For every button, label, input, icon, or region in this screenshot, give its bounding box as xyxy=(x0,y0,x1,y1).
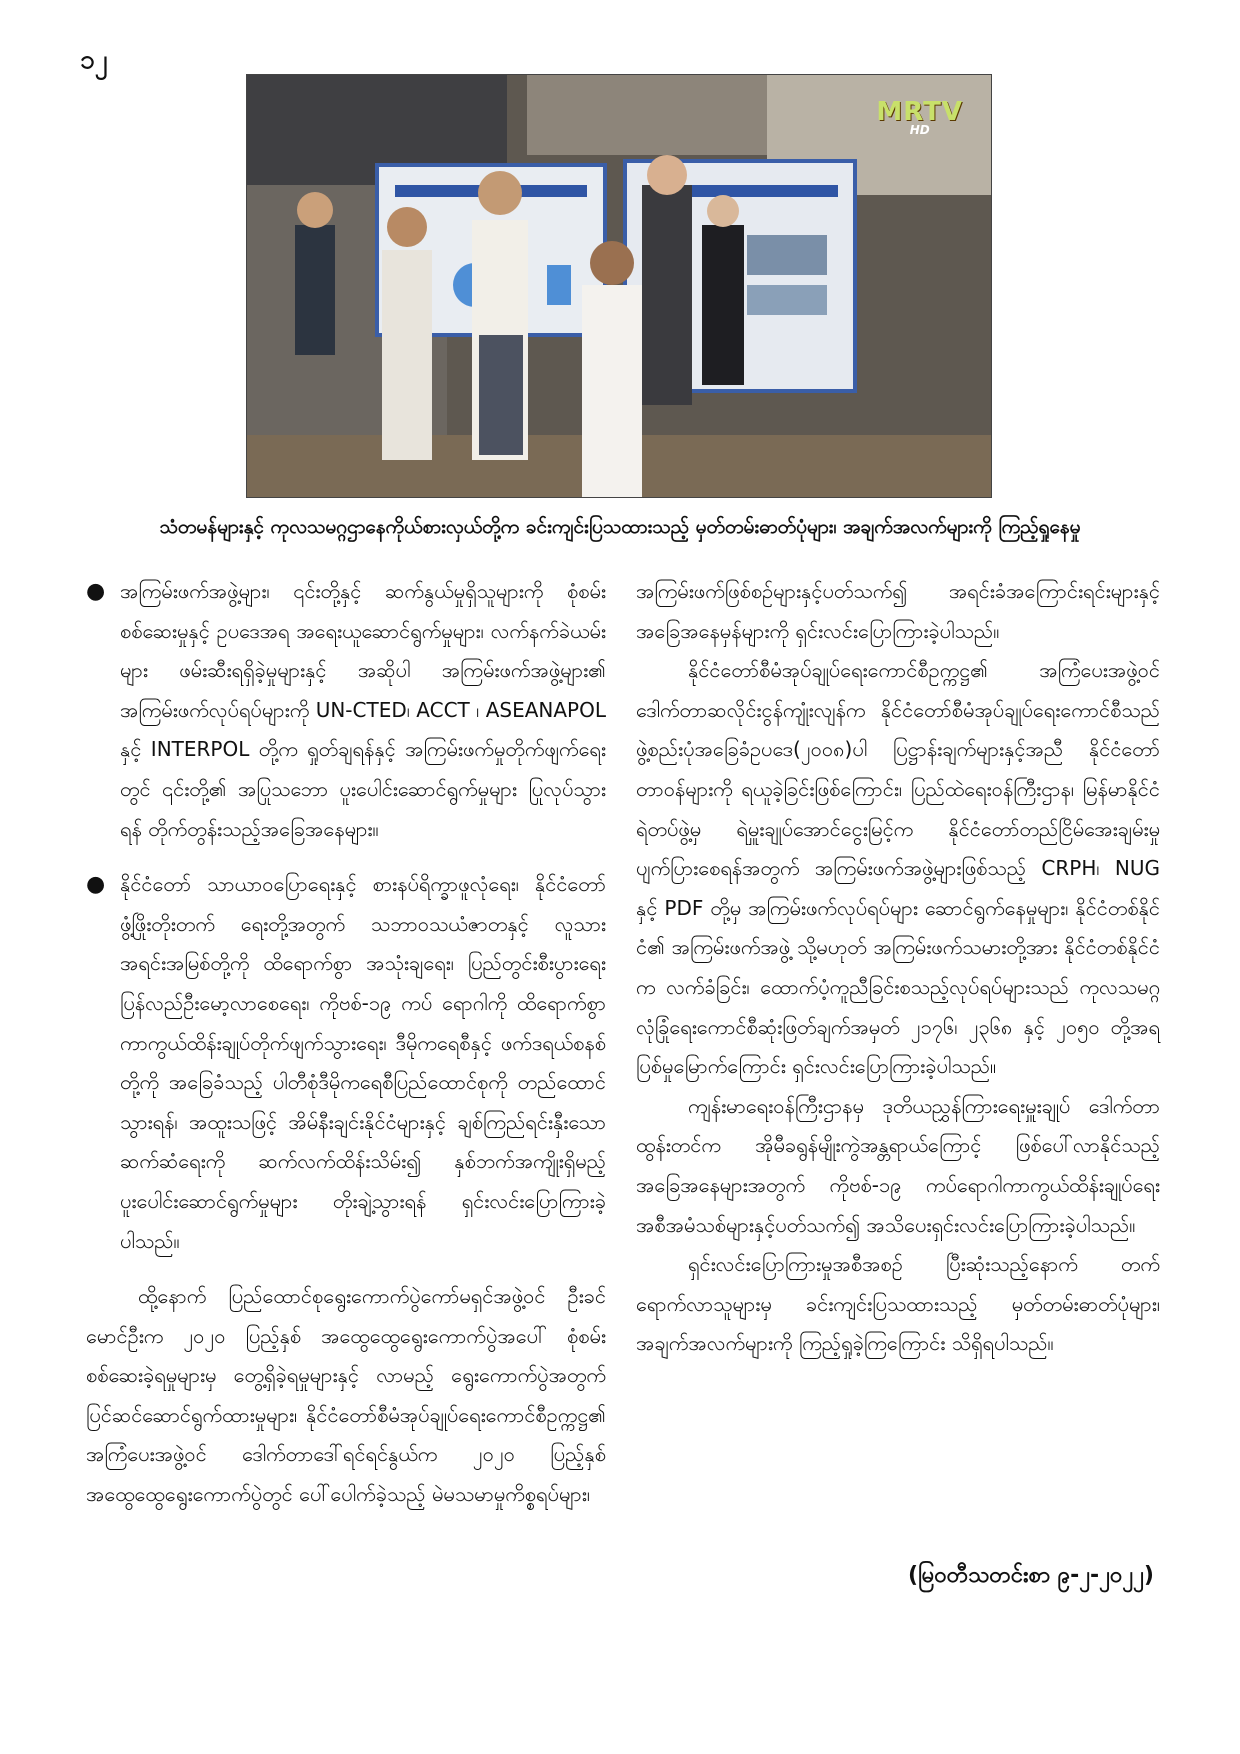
left-column xyxy=(86,572,606,1515)
paragraph: ထို့နောက် ပြည်ထောင်စုရွေးကောက်ပွဲကော်မရှင်အဖွဲ့ဝင် ဦးခင်မောင်ဦးက ၂၀၂၀ ပြည့်နှစ် အထွေထွေရွေးကောက်ပွဲအပေါ် စုံစမ်းစစ်ဆေးခဲ့ရမှုများမှ တွေ့ရှိခဲ့ရမှုများနှင့် လာမည့် ရွေးကောက်ပွဲအတွက် ပြင်ဆင်ဆောင်ရွက်ထားမှုများ၊ နိုင်ငံတော်စီမံအုပ်ချုပ်ရေးကောင်စီဥက္ကဋ္ဌ၏ အကြံပေးအဖွဲ့ဝင် ဒေါက်တာဒေါ်ရင်ရင်နွယ်က ၂၀၂၀ ပြည့်နှစ် အထွေထွေရွေးကောက်ပွဲတွင် ပေါ်ပေါက်ခဲ့သည့် မဲမသမာမှုကိစ္စရပ်များ၊ xyxy=(86,1284,606,1507)
paragraph: နိုင်ငံတော်စီမံအုပ်ချုပ်ရေးကောင်စီဥက္ကဋ္ဌ၏ အကြံပေးအဖွဲ့ဝင် ဒေါက်တာဆလိုင်းငွန်ကျုံးလျန်က နိုင်ငံတော်စီမံအုပ်ချုပ်ရေးကောင်စီသည် ဖွဲ့စည်းပုံအခြေခံဥပဒေ(၂၀၀၈)ပါ ပြဋ္ဌာန်းချက်များနှင့်အညီ နိုင်ငံတော်တာဝန်များကို ရယူခဲ့ခြင်းဖြစ်ကြောင်း၊ ပြည်ထဲရေးဝန်ကြီးဌာန၊ မြန်မာနိုင်ငံရဲတပ်ဖွဲ့မှ ရဲမှူးချုပ်အောင်ငွေးမြင့်က နိုင်ငံတော်တည်ငြိမ်အေးချမ်းမှုပျက်ပြားစေရန်အတွက် အကြမ်းဖက်အဖွဲ့များဖြစ်သည့် CRPH၊ NUG နှင့် PDF တို့မှ အကြမ်းဖက်လုပ်ရပ်များ ဆောင်ရွက်နေမှုများ၊ နိုင်ငံတစ်နိုင်ငံ၏ အကြမ်းဖက်အဖွဲ့ သို့မဟုတ် အကြမ်းဖက်သမားတို့အား နိုင်ငံတစ်နိုင်ငံက လက်ခံခြင်း၊ ထောက်ပံ့ကူညီခြင်းစသည့်လုပ်ရပ်များသည် ကုလသမဂ္ဂလုံခြုံရေးကောင်စီဆုံးဖြတ်ချက်အမှတ် ၂၁၇၆၊ ၂၃၆၈ နှင့် ၂၀၅၀ တို့အရ ပြစ်မှုမြောက်ကြောင်း ရှင်းလင်းပြောကြားခဲ့ပါသည်။ xyxy=(636,658,1160,1079)
paragraph: အကြမ်းဖက်ဖြစ်စဉ်များနှင့်ပတ်သက်၍ အရင်းခံအကြောင်းရင်းများနှင့် အခြေအနေမှန်များကို ရှင်းလင်းပြောကြားခဲ့ပါသည်။ xyxy=(636,579,1160,643)
right-column xyxy=(636,572,1160,1364)
paragraph: ရှင်းလင်းပြောကြားမှုအစီအစဉ် ပြီးဆုံးသည့်နောက် တက်ရောက်လာသူများမှ ခင်းကျင်းပြသထားသည့် မှတ်တမ်းဓာတ်ပုံများ၊ အချက်အလက်များကို ကြည့်ရှုခဲ့ကြကြောင်း သိရှိရပါသည်။ xyxy=(636,1252,1160,1356)
source-citation: (မြဝတီသတင်းစာ ၉-၂-၂၀၂၂) xyxy=(908,1563,1154,1588)
mrtv-logo xyxy=(876,97,963,137)
bullet-item xyxy=(86,865,606,1261)
bullet-item xyxy=(86,572,606,849)
bullet-icon: ● xyxy=(86,579,106,604)
bullet-text: နိုင်ငံတော် သာယာဝပြောရေးနှင့် စားနပ်ရိက္ခာဖူလုံရေး၊ နိုင်ငံတော်ဖွံ့ဖြိုးတိုးတက် ရေးတို့အတွက် သဘာဝသယံဇာတနှင့် လူသားအရင်းအမြစ်တို့ကို ထိရောက်စွာ အသုံးချရေး၊ ပြည်တွင်းစီးပွားရေး ပြန်လည်ဦးမော့လာစေရေး၊ ကိုဗစ်-၁၉ ကပ် ရောဂါကို ထိရောက်စွာ ကာကွယ်ထိန်းချုပ်တိုက်ဖျက်သွားရေး၊ ဒီမိုကရေစီနှင့် ဖက်ဒရယ်စနစ်တို့ကို အခြေခံသည့် ပါတီစုံဒီမိုကရေစီပြည်ထောင်စုကို တည်ထောင်သွားရန်၊ အထူးသဖြင့် အိမ်နီးချင်းနိုင်ငံများနှင့် ချစ်ကြည်ရင်းနှီးသော ဆက်ဆံရေးကို ဆက်လက်ထိန်းသိမ်း၍ နှစ်ဘက်အကျိုးရှိမည့် ပူးပေါင်းဆောင်ရွက်မှုများ တိုးချဲ့သွားရန် ရှင်းလင်းပြောကြားခဲ့ပါသည်။ xyxy=(120,872,606,1253)
photo-caption: သံတမန်များနှင့် ကုလသမဂ္ဂဌာနေကိုယ်စားလှယ်တို့က ခင်းကျင်းပြသထားသည့် မှတ်တမ်းဓာတ်ပုံများ၊ အချက်အလက်များကို ကြည့်ရှုနေမှု xyxy=(159,516,1081,538)
logo-sub-text: HD xyxy=(909,123,930,137)
news-photo xyxy=(246,74,992,498)
page-number: ၁၂ xyxy=(80,45,108,75)
exhibition-scene-image xyxy=(247,75,991,497)
bullet-text: အကြမ်းဖက်အဖွဲ့များ၊ ၎င်းတို့နှင့် ဆက်နွယ်မှုရှိသူများကို စုံစမ်းစစ်ဆေးမှုနှင့် ဥပဒေအရ အရေးယူဆောင်ရွက်မှုများ၊ လက်နက်ခဲယမ်းများ ဖမ်းဆီးရရှိခဲ့မှုများနှင့် အဆိုပါ အကြမ်းဖက်အဖွဲ့များ၏ အကြမ်းဖက်လုပ်ရပ်များကို UN-CTED၊ ACCT ၊ ASEANAPOL နှင့် INTERPOL တို့က ရှုတ်ချရန်နှင့် အကြမ်းဖက်မှုတိုက်ဖျက်ရေးတွင် ၎င်းတို့၏ အပြုသဘော ပူးပေါင်းဆောင်ရွက်မှုများ ပြုလုပ်သွားရန် တိုက်တွန်းသည့်အခြေအနေများ။ xyxy=(120,579,606,841)
logo-text: MRTV xyxy=(876,97,963,127)
paragraph: ကျန်းမာရေးဝန်ကြီးဌာနမှ ဒုတိယညွှန်ကြားရေးမှူးချုပ် ဒေါက်တာထွန်းတင်က အိုမီခရွန်မျိုးကွဲအန္တရာယ်ကြောင့် ဖြစ်ပေါ်လာနိုင်သည့် အခြေအနေများအတွက် ကိုဗစ်-၁၉ ကပ်ရောဂါကာကွယ်ထိန်းချုပ်ရေး အစီအမံသစ်များနှင့်ပတ်သက်၍ အသိပေးရှင်းလင်းပြောကြားခဲ့ပါသည်။ xyxy=(636,1093,1160,1237)
bullet-icon: ● xyxy=(86,872,106,898)
